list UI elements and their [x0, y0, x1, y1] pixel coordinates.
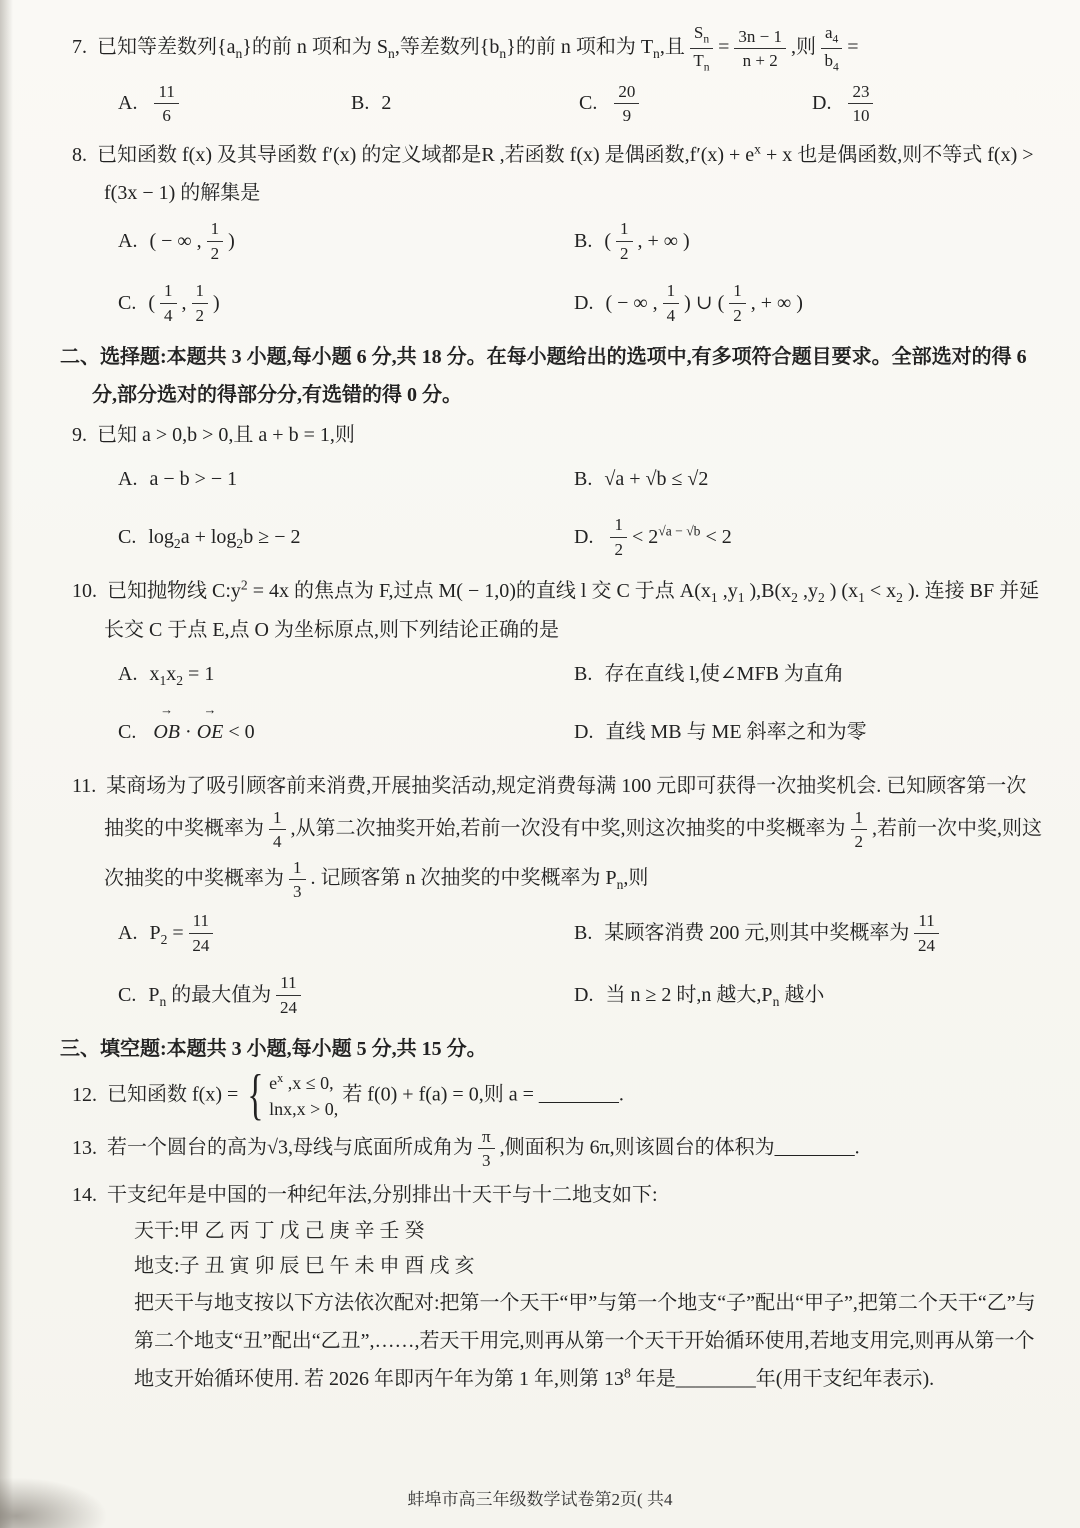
- option-d: [812, 79, 1046, 129]
- option-label: C.: [118, 292, 137, 315]
- fraction-numerator: 11: [154, 81, 178, 104]
- question-8-stem: [30, 136, 1046, 212]
- heavenly-stems-text: 天干:甲 乙 丙 丁 戊 己 庚 辛 壬 癸: [134, 1219, 425, 1242]
- option-d: [574, 705, 1046, 759]
- option-b: [351, 79, 571, 129]
- option-b: [574, 906, 1046, 960]
- fraction: [616, 218, 633, 264]
- piecewise-row-1: $e^x$ ,x ≤ 0,: [269, 1071, 334, 1094]
- fraction-numerator: 1: [610, 514, 627, 537]
- option-text: , + ∞ ): [637, 230, 690, 253]
- section-description: 本题共 3 小题,每小题 6 分,共 18 分。在每小题给出的选项中,有多项符合题目要求。全部选对的得 6 分,部分选对的得部分分,有选错的得 0 分。: [92, 346, 1027, 407]
- option-label: C.: [118, 721, 137, 744]
- option-text: < $2^{√a - √b} < 2$: [631, 523, 732, 549]
- earthly-branches-text: 地支:子 丑 寅 卯 辰 巳 午 未 申 酉 戌 亥: [134, 1254, 475, 1277]
- fraction-denominator: 6: [162, 105, 171, 125]
- fraction: [914, 910, 938, 956]
- fraction-denominator: 4: [273, 832, 282, 852]
- option-text: 当 n ≥ 2 时,n 越大$,P_n$ 越小: [605, 983, 825, 1009]
- fraction-pi-3: [478, 1126, 495, 1172]
- option-a: [118, 651, 566, 697]
- option-text: 存在直线 l,使∠MFB 为直角: [604, 663, 844, 686]
- stem-text: 某商场为了吸引顾客前来消费,开展抽奖活动,规定消费每满 100 元即可获得一次抽奖机会. 已知顾客第一次抽奖的中奖概率为: [104, 775, 1027, 840]
- option-a: [118, 456, 566, 502]
- fraction: [663, 280, 680, 326]
- fraction-3n-1-over-n-2: [734, 26, 786, 72]
- page-footer: [0, 1484, 1080, 1516]
- option-d: [574, 968, 1046, 1022]
- question-number: 12.: [72, 1083, 97, 1106]
- option-text: (: [148, 292, 156, 315]
- stem-text: 干支纪年是中国的一种纪年法,分别排出十天干与十二地支如下:: [107, 1183, 658, 1206]
- fraction: [851, 807, 868, 853]
- fraction: [207, 218, 224, 264]
- question-number: 7.: [72, 35, 87, 58]
- option-label: B.: [574, 468, 593, 491]
- fraction-denominator: 24: [279, 997, 297, 1017]
- option-text: ) ∪ (: [684, 292, 725, 315]
- fraction-denominator: 24: [192, 935, 210, 955]
- question-7: [30, 20, 1046, 128]
- fraction-numerator: 1: [663, 280, 680, 303]
- question-13: [30, 1124, 1046, 1174]
- fraction-denominator: 2: [195, 305, 205, 325]
- stem-text: 若一个圆台的高为√3,母线与底面所成角为: [107, 1136, 473, 1159]
- fraction-denominator: n + 2: [742, 50, 778, 70]
- stem-text: =: [847, 35, 859, 58]
- question-10: [30, 572, 1046, 759]
- option-label: B.: [574, 922, 593, 945]
- fraction-numerator: 1: [269, 807, 286, 830]
- option-c: [579, 79, 804, 129]
- option-c: [118, 968, 566, 1022]
- fraction-denominator: $T_n$: [693, 50, 710, 74]
- fraction-numerator: 1: [192, 280, 209, 303]
- stem-text: ,则: [790, 35, 816, 58]
- question-8-options: [30, 214, 1046, 330]
- stem-text: 已知抛物线 $C:y^2 = 4x$ 的焦点为 F,过点 M( − 1,0)的直线 l 交 C 于点 $A(x_1$ $,y_1$ )$,B(x_2$ $,y_2$ ) ($x_1 < x_2$ ). 连接 BF 并延长交 C 于点 E,点 O 为坐标原点,则下列结论正确的是: [104, 577, 1040, 642]
- option-text: $x_1x_2 = 1$: [149, 662, 215, 688]
- option-text: 2: [381, 92, 392, 115]
- piecewise-rows: [269, 1070, 338, 1122]
- fraction: [848, 81, 873, 127]
- stem-text: 已知 a > 0,b > 0,且 a + b = 1,则: [97, 424, 355, 447]
- option-text: ( − ∞ ,: [605, 292, 658, 315]
- option-text: ): [228, 230, 235, 253]
- fraction: [614, 81, 639, 127]
- question-12-stem: [30, 1064, 1046, 1127]
- vector-ob: OB →: [151, 713, 182, 751]
- question-7-stem: [30, 20, 1046, 77]
- fraction-denominator: 2: [210, 243, 220, 263]
- option-c: [118, 276, 566, 330]
- stem-text: =: [718, 35, 730, 58]
- fraction-numerator: 20: [614, 81, 639, 104]
- section-3-header: [30, 1030, 1046, 1068]
- option-text: 某顾客消费 200 元,则其中奖概率为: [604, 922, 910, 945]
- section-label: 三、填空题:: [60, 1038, 167, 1061]
- option-label: C.: [118, 526, 137, 549]
- option-a: [118, 214, 566, 268]
- option-label: D.: [812, 92, 832, 115]
- body-text: 把天干与地支按以下方法依次配对:把第一个天干“甲”与第一个地支“子”配出“甲子”,把第二个天干“乙”与第二个地支“丑”配出“乙丑”,……,若天干用完,则再从第一个天干开始循环使用,若地支用完,则再从第一个地支开始循环使用. 若 2026 年即丙午年为第 1 年,则第 $13^8$ 年是________年(用干支纪年表示).: [134, 1291, 1036, 1390]
- fraction: [160, 280, 177, 326]
- option-label: A.: [118, 92, 138, 115]
- fraction-denominator: 2: [620, 243, 629, 263]
- fraction-numerator: 1: [160, 280, 177, 303]
- fraction: [610, 514, 627, 560]
- question-14: [30, 1176, 1046, 1398]
- fraction-denominator: 2: [733, 305, 742, 325]
- question-11: [30, 767, 1046, 1022]
- fraction-numerator: 1: [851, 807, 868, 830]
- option-d: [574, 510, 1046, 564]
- option-label: C.: [579, 92, 598, 115]
- question-13-stem: [30, 1124, 1046, 1174]
- question-number: 8.: [72, 144, 87, 167]
- fraction: [729, 280, 746, 326]
- fraction: [154, 81, 178, 127]
- option-text: ): [213, 292, 220, 315]
- stem-text: 已知等差数列$\{a_n\}$的前 n 项和为 $S_n$,等差数列$\{b_n\}$的前 n 项和为 $T_n$,且: [97, 35, 685, 61]
- option-c: [118, 705, 566, 759]
- option-text: (: [604, 230, 612, 253]
- question-12: [30, 1064, 1046, 1127]
- stem-text: 已知函数 f(x) 及其导函数 f′(x) 的定义域都是R ,若函数 f(x) 是偶函数$,f'(x) + e^x + x$ 也是偶函数,则不等式 f(x) > f(3x − 1) 的解集是: [97, 141, 1034, 205]
- fraction-denominator: 2: [614, 539, 623, 559]
- fraction: [269, 807, 286, 853]
- option-c: [118, 510, 566, 564]
- earthly-branches-line: [30, 1249, 1046, 1284]
- question-8: [30, 136, 1046, 330]
- option-d: [574, 276, 1046, 330]
- option-label: D.: [574, 984, 594, 1007]
- footer-text: 蚌埠市高三年级数学试卷第2页( 共4: [407, 1489, 673, 1509]
- question-number: 13.: [72, 1136, 97, 1159]
- option-label: D.: [574, 526, 594, 549]
- option-label: A.: [118, 663, 138, 686]
- fraction-numerator: 1: [729, 280, 746, 303]
- fraction-numerator: 3n − 1: [734, 26, 786, 49]
- section-label: 二、选择题:: [60, 346, 167, 369]
- question-number: 10.: [72, 580, 97, 603]
- heavenly-stems-line: [30, 1214, 1046, 1249]
- stem-text: 已知函数 f(x) =: [107, 1083, 239, 1106]
- fraction-numerator: π: [478, 1126, 495, 1149]
- fraction-numerator: 1: [289, 857, 306, 880]
- fraction-denominator: $b_4$: [824, 50, 839, 74]
- question-11-options: [30, 906, 1046, 1022]
- question-9: [30, 416, 1046, 564]
- option-label: B.: [351, 92, 370, 115]
- fraction: [192, 280, 209, 326]
- option-text: $P_2$ =: [149, 921, 184, 947]
- fraction-denominator: 3: [293, 881, 302, 901]
- question-10-options: [30, 651, 1046, 759]
- piecewise-function: [242, 1064, 339, 1127]
- option-text: a − b > − 1: [149, 468, 238, 491]
- option-a: [118, 906, 566, 960]
- fraction-numerator: 11: [189, 910, 213, 933]
- section-description: 本题共 3 小题,每小题 5 分,共 15 分。: [166, 1038, 487, 1061]
- fraction-denominator: 3: [482, 1151, 491, 1171]
- vector-oe: OE →: [195, 713, 226, 751]
- option-b: [574, 214, 1046, 268]
- stem-text: 若 f(0) + f(a) = 0,则 a = ________.: [342, 1083, 624, 1106]
- option-label: C.: [118, 984, 137, 1007]
- question-9-stem: [30, 416, 1046, 454]
- fraction-numerator: 11: [276, 972, 300, 995]
- option-text: 直线 MB 与 ME 斜率之和为零: [605, 721, 867, 744]
- stem-text: ,侧面积为 6π,则该圆台的体积为________.: [499, 1136, 860, 1159]
- question-9-options: [30, 456, 1046, 564]
- option-label: B.: [574, 663, 593, 686]
- fraction-numerator: 1: [207, 218, 224, 241]
- fraction-numerator: 23: [848, 81, 873, 104]
- fraction: [289, 857, 306, 903]
- option-label: D.: [574, 292, 594, 315]
- fraction: [276, 972, 300, 1018]
- question-14-body: [30, 1284, 1046, 1398]
- dot-operator: ·: [185, 721, 192, 744]
- option-label: A.: [118, 468, 138, 491]
- option-text: $P_n$ 的最大值为: [148, 983, 272, 1009]
- fraction-denominator: 10: [852, 105, 870, 125]
- question-number: 11.: [72, 775, 97, 798]
- option-text: ( − ∞ ,: [149, 230, 202, 253]
- question-11-stem: [30, 767, 1046, 904]
- question-10-stem: [30, 572, 1046, 649]
- option-text: ,: [181, 292, 187, 315]
- question-number: 9.: [72, 424, 87, 447]
- fraction-denominator: 9: [622, 105, 632, 125]
- option-a: [118, 79, 343, 129]
- option-b: [574, 651, 1046, 697]
- fraction: [189, 910, 213, 956]
- option-label: A.: [118, 230, 138, 253]
- fraction-denominator: 4: [164, 305, 173, 325]
- fraction-denominator: 2: [854, 832, 863, 852]
- piecewise-row-2: lnx,x > 0,: [269, 1099, 339, 1120]
- question-7-options: [30, 79, 1046, 129]
- question-number: 14.: [72, 1183, 97, 1206]
- brace: {: [247, 1064, 264, 1127]
- fraction-denominator: 4: [666, 305, 676, 325]
- option-b: [574, 456, 1046, 502]
- fraction-sn-tn: [690, 22, 713, 75]
- question-14-stem: [30, 1176, 1046, 1214]
- fraction-numerator: 11: [914, 910, 938, 933]
- option-text: < 0: [228, 721, 255, 744]
- option-text: $\log_2a + \log_2b$ ≥ − 2: [148, 525, 301, 551]
- section-2-header: [30, 338, 1046, 414]
- stem-text: . 记顾客第 n 次抽奖的中奖概率为 $P_n$,则: [310, 866, 649, 892]
- fraction-a4-b4: [821, 22, 842, 75]
- fraction-numerator: 1: [616, 218, 633, 241]
- fraction-numerator: $S_n$: [690, 22, 713, 49]
- option-label: A.: [118, 922, 138, 945]
- stem-text: ,若前一次中奖,则这次抽奖的中奖概率为: [104, 817, 1042, 889]
- option-text: , + ∞ ): [750, 292, 803, 315]
- fraction-denominator: 24: [918, 935, 936, 955]
- stem-text: ,从第二次抽奖开始,若前一次没有中奖,则这次抽奖的中奖概率为: [290, 817, 846, 840]
- option-text: √a + √b ≤ √2: [604, 468, 709, 491]
- option-label: D.: [574, 721, 594, 744]
- option-label: B.: [574, 230, 593, 253]
- fraction-numerator: $a_4$: [821, 22, 842, 49]
